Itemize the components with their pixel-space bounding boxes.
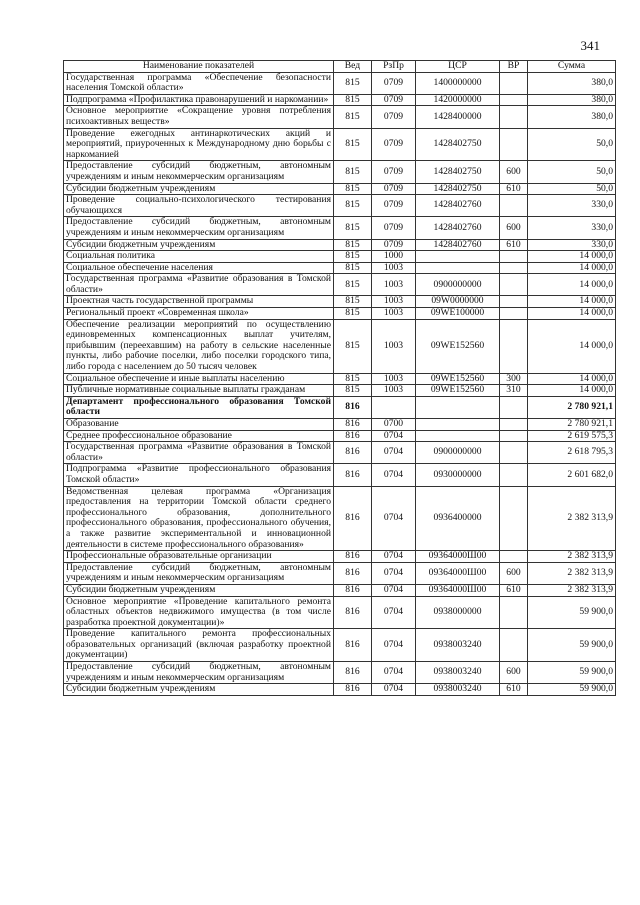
csr-cell: 09364000Ш00	[416, 551, 500, 563]
rzpr-cell: 0704	[372, 486, 416, 551]
csr-cell: 0938003240	[416, 629, 500, 662]
ved-cell: 816	[334, 584, 372, 596]
table-row	[64, 308, 616, 320]
ved-cell: 815	[334, 217, 372, 239]
rzpr-cell: 0704	[372, 442, 416, 464]
vr-cell	[500, 251, 528, 263]
name-cell: Подпрограмма «Профилактика правонарушений и наркомании»	[64, 94, 334, 106]
table-row	[64, 684, 616, 696]
vr-cell	[500, 262, 528, 274]
rzpr-cell: 0709	[372, 195, 416, 217]
vr-cell	[500, 308, 528, 320]
csr-cell	[416, 396, 500, 418]
csr-cell: 0938003240	[416, 684, 500, 696]
name-cell: Образование	[64, 419, 334, 431]
csr-cell: 09364000Ш00	[416, 562, 500, 584]
name-cell: Субсидии бюджетным учреждениям	[64, 584, 334, 596]
csr-cell: 09WE152560	[416, 319, 500, 373]
table-row	[64, 183, 616, 195]
vr-cell	[500, 128, 528, 161]
rzpr-cell: 0704	[372, 562, 416, 584]
ved-cell: 815	[334, 183, 372, 195]
csr-cell: 09WE152560	[416, 373, 500, 385]
vr-cell: 300	[500, 373, 528, 385]
vr-cell: 610	[500, 183, 528, 195]
rzpr-cell: 0709	[372, 94, 416, 106]
name-cell: Региональный проект «Современная школа»	[64, 308, 334, 320]
vr-cell: 610	[500, 239, 528, 251]
ved-cell: 815	[334, 319, 372, 373]
ved-cell: 816	[334, 684, 372, 696]
sum-cell: 14 000,0	[528, 373, 616, 385]
name-cell: Обеспечение реализации мероприятий по осуществлению единовременных компенсационных выплат учителям, прибывшим (переехавшим) на работу в сельские населенные пункты, либо рабочие поселки, либо поселки городского типа, либо города с населением до 50 тысяч человек	[64, 319, 334, 373]
ved-cell: 815	[334, 72, 372, 94]
name-cell: Государственная программа «Развитие образования в Томской области»	[64, 442, 334, 464]
table-row	[64, 442, 616, 464]
name-cell: Среднее профессиональное образование	[64, 430, 334, 442]
rzpr-cell: 1003	[372, 308, 416, 320]
rzpr-cell: 0709	[372, 239, 416, 251]
sum-cell: 59 900,0	[528, 684, 616, 696]
column-header-csr: ЦСР	[416, 61, 500, 73]
vr-cell: 610	[500, 684, 528, 696]
rzpr-cell: 0709	[372, 106, 416, 128]
ved-cell: 815	[334, 94, 372, 106]
table-row	[64, 94, 616, 106]
name-cell: Проведение капитального ремонта профессиональных образовательных организаций (включая разработку проектной документации)	[64, 629, 334, 662]
sum-cell: 380,0	[528, 94, 616, 106]
csr-cell	[416, 262, 500, 274]
name-cell: Публичные нормативные социальные выплаты гражданам	[64, 385, 334, 397]
name-cell: Социальное обеспечение населения	[64, 262, 334, 274]
sum-cell: 2 382 313,9	[528, 584, 616, 596]
ved-cell: 816	[334, 629, 372, 662]
ved-cell: 816	[334, 430, 372, 442]
rzpr-cell: 1003	[372, 274, 416, 296]
table-row	[64, 629, 616, 662]
name-cell: Профессиональные образовательные организации	[64, 551, 334, 563]
table-row	[64, 373, 616, 385]
rzpr-cell: 0704	[372, 584, 416, 596]
ved-cell: 816	[334, 562, 372, 584]
ved-cell: 816	[334, 442, 372, 464]
vr-cell	[500, 94, 528, 106]
name-cell: Основное мероприятие «Проведение капитального ремонта областных объектов недвижимого имущества (в том числе разработка проектной документации)»	[64, 596, 334, 629]
sum-cell: 2 601 682,0	[528, 464, 616, 486]
csr-cell: 1428402750	[416, 161, 500, 183]
ved-cell: 815	[334, 385, 372, 397]
csr-cell: 09364000Ш00	[416, 584, 500, 596]
vr-cell	[500, 486, 528, 551]
column-header-vr: ВР	[500, 61, 528, 73]
name-cell: Государственная программа «Обеспечение безопасности населения Томской области»	[64, 72, 334, 94]
csr-cell: 0900000000	[416, 442, 500, 464]
sum-cell: 50,0	[528, 128, 616, 161]
column-header-rzpr: РзПр	[372, 61, 416, 73]
table-row	[64, 274, 616, 296]
csr-cell	[416, 419, 500, 431]
table-row	[64, 551, 616, 563]
name-cell: Проектная часть государственной программы	[64, 296, 334, 308]
csr-cell: 1428402750	[416, 128, 500, 161]
ved-cell: 816	[334, 419, 372, 431]
vr-cell	[500, 430, 528, 442]
ved-cell: 816	[334, 396, 372, 418]
rzpr-cell: 0709	[372, 72, 416, 94]
sum-cell: 2 382 313,9	[528, 551, 616, 563]
name-cell: Субсидии бюджетным учреждениям	[64, 183, 334, 195]
sum-cell: 14 000,0	[528, 251, 616, 263]
column-header-sum: Сумма	[528, 61, 616, 73]
ved-cell: 816	[334, 551, 372, 563]
sum-cell: 59 900,0	[528, 662, 616, 684]
name-cell: Предоставление субсидий бюджетным, автономным учреждениям и иным некоммерческим организациям	[64, 161, 334, 183]
csr-cell: 0938003240	[416, 662, 500, 684]
table-row	[64, 430, 616, 442]
rzpr-cell: 1003	[372, 373, 416, 385]
table-row	[64, 419, 616, 431]
column-header-ved: Вед	[334, 61, 372, 73]
rzpr-cell: 1003	[372, 319, 416, 373]
rzpr-cell: 0704	[372, 551, 416, 563]
name-cell: Субсидии бюджетным учреждениям	[64, 239, 334, 251]
vr-cell: 610	[500, 584, 528, 596]
name-cell: Департамент профессионального образования Томской области	[64, 396, 334, 418]
csr-cell: 1428402760	[416, 239, 500, 251]
sum-cell: 59 900,0	[528, 596, 616, 629]
rzpr-cell: 0700	[372, 419, 416, 431]
vr-cell: 600	[500, 662, 528, 684]
rzpr-cell: 1000	[372, 251, 416, 263]
name-cell: Субсидии бюджетным учреждениям	[64, 684, 334, 696]
vr-cell	[500, 319, 528, 373]
sum-cell: 2 780 921,1	[528, 419, 616, 431]
vr-cell: 310	[500, 385, 528, 397]
name-cell: Проведение ежегодных антинаркотических акций и мероприятий, приуроченных к Международному дню борьбы с наркоманией	[64, 128, 334, 161]
sum-cell: 330,0	[528, 195, 616, 217]
sum-cell: 2 618 795,3	[528, 442, 616, 464]
rzpr-cell: 0704	[372, 684, 416, 696]
name-cell: Социальное обеспечение и иные выплаты населению	[64, 373, 334, 385]
vr-cell	[500, 629, 528, 662]
rzpr-cell: 0704	[372, 596, 416, 629]
table-row	[64, 239, 616, 251]
ved-cell: 815	[334, 308, 372, 320]
ved-cell: 815	[334, 251, 372, 263]
table-row	[64, 217, 616, 239]
csr-cell: 0930000000	[416, 464, 500, 486]
csr-cell: 1400000000	[416, 72, 500, 94]
name-cell: Предоставление субсидий бюджетным, автономным учреждениям и иным некоммерческим организациям	[64, 217, 334, 239]
name-cell: Основное мероприятие «Сокращение уровня потребления психоактивных веществ»	[64, 106, 334, 128]
sum-cell: 2 619 575,3	[528, 430, 616, 442]
table-row	[64, 486, 616, 551]
table-row	[64, 385, 616, 397]
rzpr-cell: 0709	[372, 128, 416, 161]
name-cell: Подпрограмма «Развитие профессионального образования Томской области»	[64, 464, 334, 486]
sum-cell: 330,0	[528, 217, 616, 239]
ved-cell: 815	[334, 195, 372, 217]
vr-cell	[500, 195, 528, 217]
ved-cell: 816	[334, 596, 372, 629]
ved-cell: 815	[334, 106, 372, 128]
table-row	[64, 195, 616, 217]
vr-cell	[500, 274, 528, 296]
name-cell: Проведение социально-психологического тестирования обучающихся	[64, 195, 334, 217]
csr-cell: 1420000000	[416, 94, 500, 106]
vr-cell: 600	[500, 161, 528, 183]
sum-cell: 14 000,0	[528, 262, 616, 274]
table-row	[64, 161, 616, 183]
csr-cell: 1428402760	[416, 195, 500, 217]
sum-cell: 330,0	[528, 239, 616, 251]
name-cell: Предоставление субсидий бюджетным, автономным учреждениям и иным некоммерческим организациям	[64, 662, 334, 684]
sum-cell: 380,0	[528, 106, 616, 128]
ved-cell: 816	[334, 464, 372, 486]
ved-cell: 815	[334, 373, 372, 385]
csr-cell: 0938000000	[416, 596, 500, 629]
table-header-row	[64, 61, 616, 73]
vr-cell	[500, 106, 528, 128]
sum-cell: 14 000,0	[528, 296, 616, 308]
ved-cell: 815	[334, 274, 372, 296]
rzpr-cell: 0704	[372, 464, 416, 486]
table-row	[64, 319, 616, 373]
csr-cell: 1428402750	[416, 183, 500, 195]
vr-cell	[500, 72, 528, 94]
vr-cell	[500, 464, 528, 486]
name-cell: Предоставление субсидий бюджетным, автономным учреждениям и иным некоммерческим организациям	[64, 562, 334, 584]
page-number: 341	[580, 38, 600, 53]
table-row	[64, 251, 616, 263]
table-row	[64, 596, 616, 629]
csr-cell: 09WE152560	[416, 385, 500, 397]
csr-cell: 1428400000	[416, 106, 500, 128]
rzpr-cell: 1003	[372, 262, 416, 274]
rzpr-cell: 0709	[372, 161, 416, 183]
sum-cell: 2 382 313,9	[528, 562, 616, 584]
csr-cell: 0936400000	[416, 486, 500, 551]
rzpr-cell: 0704	[372, 629, 416, 662]
table-row	[64, 584, 616, 596]
table-row	[64, 128, 616, 161]
table-row	[64, 296, 616, 308]
ved-cell: 815	[334, 161, 372, 183]
rzpr-cell: 0704	[372, 662, 416, 684]
sum-cell: 14 000,0	[528, 385, 616, 397]
sum-cell: 2 780 921,1	[528, 396, 616, 418]
rzpr-cell: 0709	[372, 217, 416, 239]
name-cell: Государственная программа «Развитие образования в Томской области»	[64, 274, 334, 296]
ved-cell: 815	[334, 128, 372, 161]
vr-cell	[500, 419, 528, 431]
vr-cell: 600	[500, 217, 528, 239]
table-row	[64, 464, 616, 486]
sum-cell: 14 000,0	[528, 308, 616, 320]
sum-cell: 59 900,0	[528, 629, 616, 662]
sum-cell: 50,0	[528, 183, 616, 195]
ved-cell: 816	[334, 662, 372, 684]
csr-cell: 09WE100000	[416, 308, 500, 320]
csr-cell	[416, 430, 500, 442]
ved-cell: 815	[334, 262, 372, 274]
table-row	[64, 262, 616, 274]
table-row	[64, 396, 616, 418]
csr-cell: 1428402760	[416, 217, 500, 239]
vr-cell: 600	[500, 562, 528, 584]
rzpr-cell: 0704	[372, 430, 416, 442]
rzpr-cell: 1003	[372, 296, 416, 308]
rzpr-cell: 1003	[372, 385, 416, 397]
budget-table	[63, 60, 616, 696]
csr-cell	[416, 251, 500, 263]
rzpr-cell	[372, 396, 416, 418]
sum-cell: 380,0	[528, 72, 616, 94]
sum-cell: 50,0	[528, 161, 616, 183]
table-row	[64, 562, 616, 584]
vr-cell	[500, 551, 528, 563]
vr-cell	[500, 396, 528, 418]
vr-cell	[500, 296, 528, 308]
vr-cell	[500, 442, 528, 464]
sum-cell: 14 000,0	[528, 319, 616, 373]
sum-cell: 14 000,0	[528, 274, 616, 296]
column-header-name: Наименование показателей	[64, 61, 334, 73]
ved-cell: 815	[334, 239, 372, 251]
sum-cell: 2 382 313,9	[528, 486, 616, 551]
table-row	[64, 72, 616, 94]
table-row	[64, 662, 616, 684]
vr-cell	[500, 596, 528, 629]
ved-cell: 816	[334, 486, 372, 551]
csr-cell: 0900000000	[416, 274, 500, 296]
table-body	[64, 72, 616, 695]
table-row	[64, 106, 616, 128]
csr-cell: 09W0000000	[416, 296, 500, 308]
name-cell: Социальная политика	[64, 251, 334, 263]
rzpr-cell: 0709	[372, 183, 416, 195]
ved-cell: 815	[334, 296, 372, 308]
name-cell: Ведомственная целевая программа «Организация предоставления на территории Томской области среднего профессионального образования, дополнительного профессионального образования, профессионального обучения, а также развитие экспериментальной и инновационной деятельности в системе профессионального образования»	[64, 486, 334, 551]
